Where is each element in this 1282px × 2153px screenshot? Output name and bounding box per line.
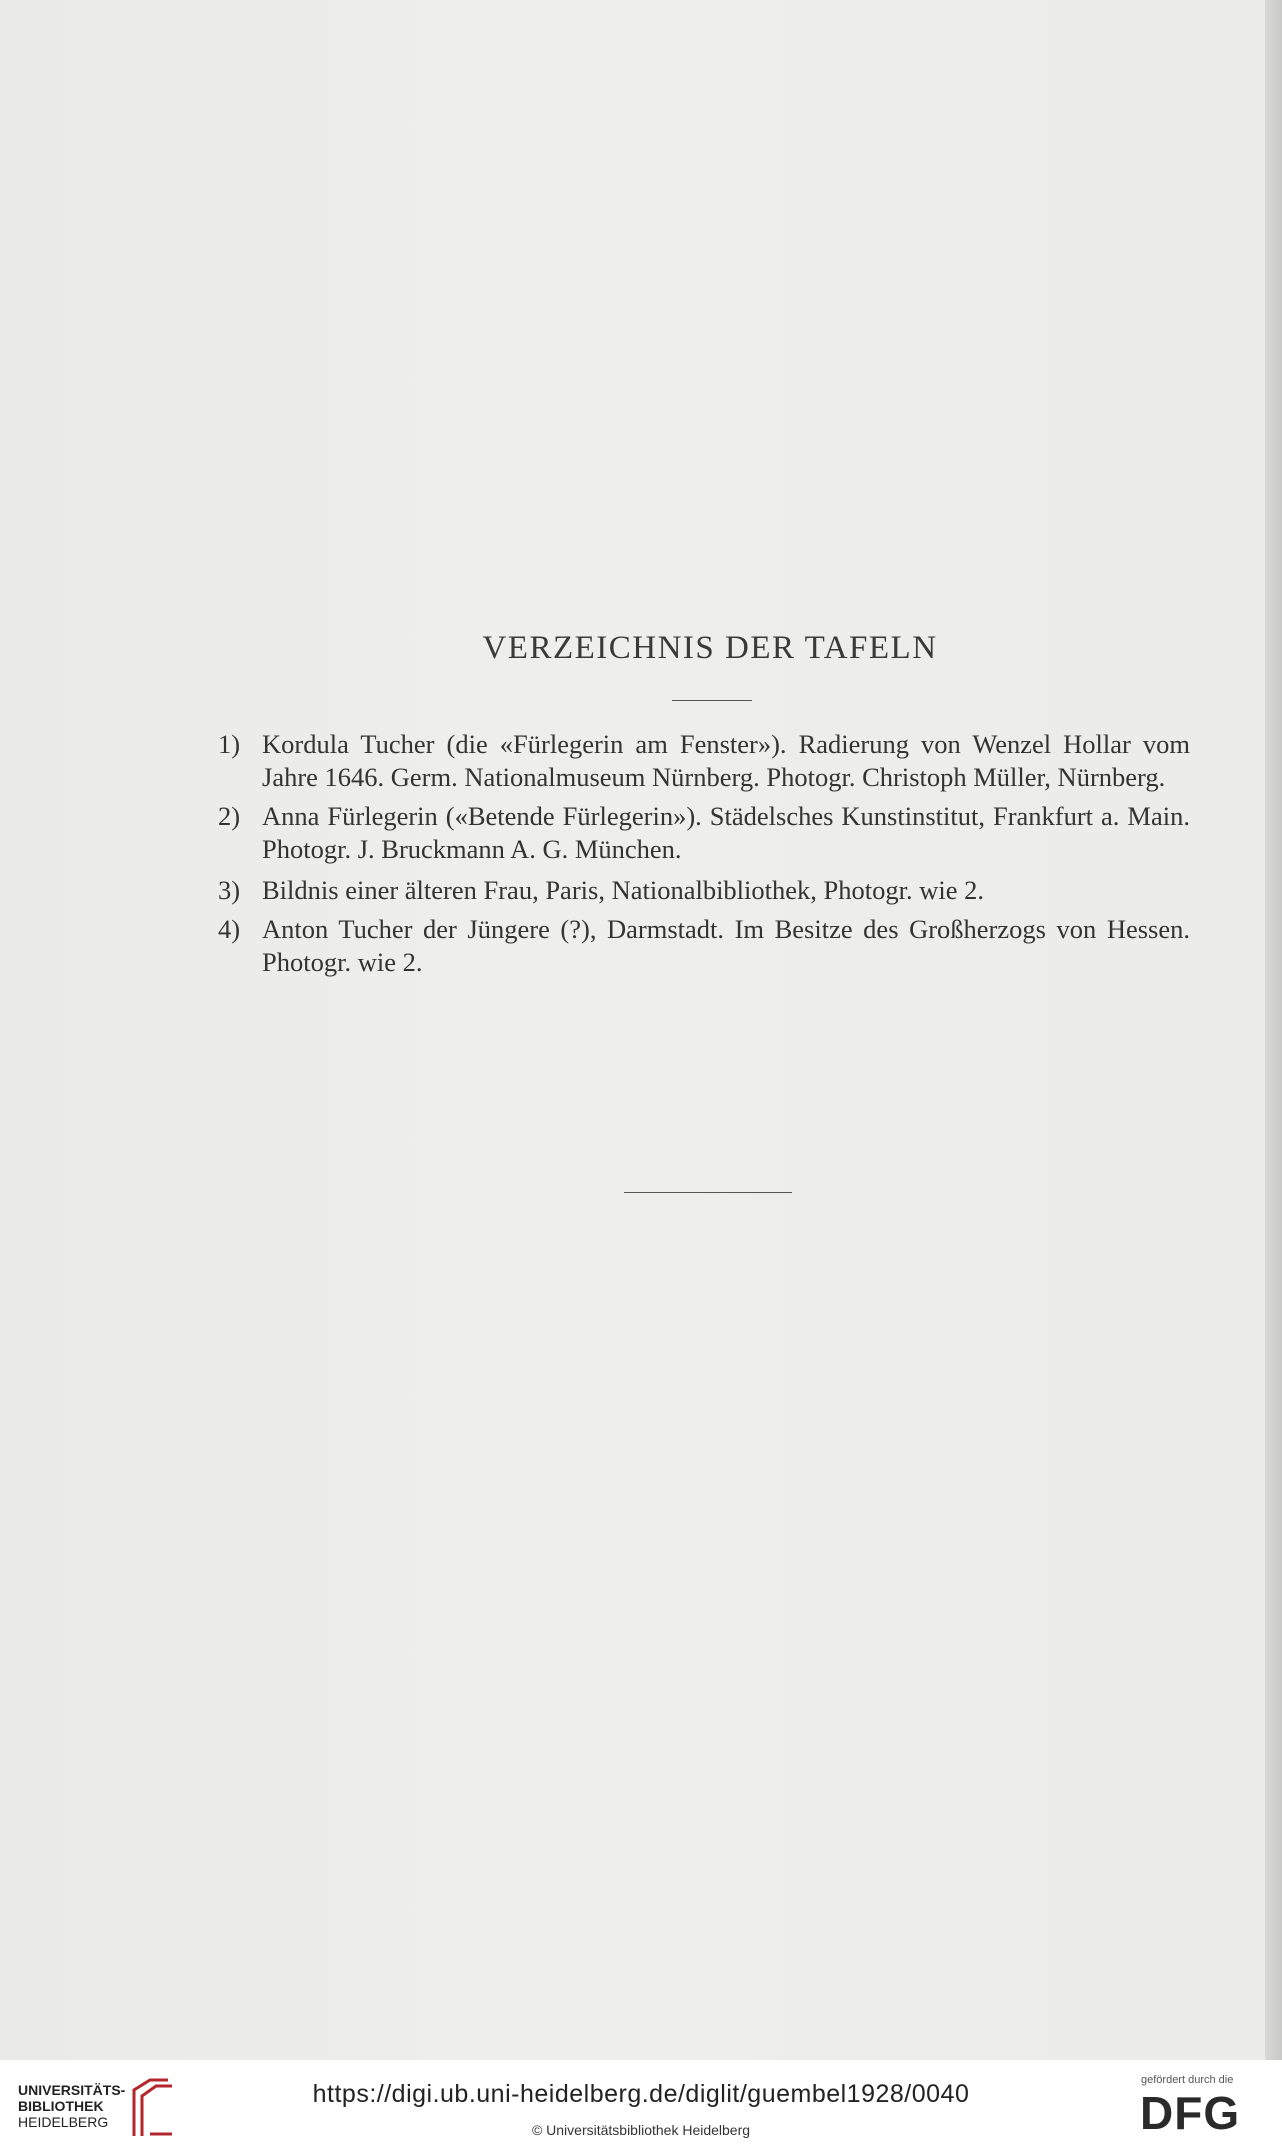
list-item-text: Anna Fürlegerin («Betende Fürlegerin»). Städelsches Kunstinstitut, Frankfurt a. Main. Photogr. J. Bruckmann A. G. München. <box>262 801 1190 864</box>
page-edge <box>1265 0 1282 2060</box>
list-item <box>218 913 1190 979</box>
page-title: VERZEICHNIS DER TAFELN <box>482 630 938 666</box>
list-item-number: 3) <box>218 875 241 905</box>
library-name-line3: HEIDELBERG <box>18 2114 109 2130</box>
footer-bar <box>0 2060 1282 2153</box>
closing-rule <box>624 1192 792 1193</box>
list-item <box>218 728 1190 794</box>
list-item-text: Anton Tucher der Jüngere (?), Darmstadt. Im Besitze des Großherzogs von Hessen. Photogr. wie 2. <box>262 914 1190 977</box>
list-item <box>218 874 1190 907</box>
funding-note: gefördert durch die <box>1141 2074 1234 2086</box>
list-item <box>218 800 1190 866</box>
permalink-url[interactable]: https://digi.ub.uni-heidelberg.de/diglit/guembel1928/0040 <box>312 2080 970 2108</box>
list-item-number: 4) <box>218 914 241 944</box>
library-name-line2: BIBLIOTHEK <box>18 2098 104 2114</box>
title-rule <box>672 700 752 701</box>
library-name-line1: UNIVERSITÄTS- <box>18 2082 126 2098</box>
list-item-number: 2) <box>218 801 241 831</box>
plate-list <box>218 728 1190 979</box>
list-item-text: Kordula Tucher (die «Fürlegerin am Fenster»). Radierung von Wenzel Hollar vom Jahre 1646. Germ. Nationalmuseum Nürnberg. Photogr. Christoph Müller, Nürnberg. <box>262 729 1190 792</box>
list-item-text: Bildnis einer älteren Frau, Paris, Nationalbibliothek, Photogr. wie 2. <box>262 875 985 905</box>
copyright-notice: © Universitätsbibliothek Heidelberg <box>531 2122 751 2138</box>
dfg-logo[interactable]: DFG <box>1140 2087 1241 2139</box>
list-item-number: 1) <box>218 729 241 759</box>
